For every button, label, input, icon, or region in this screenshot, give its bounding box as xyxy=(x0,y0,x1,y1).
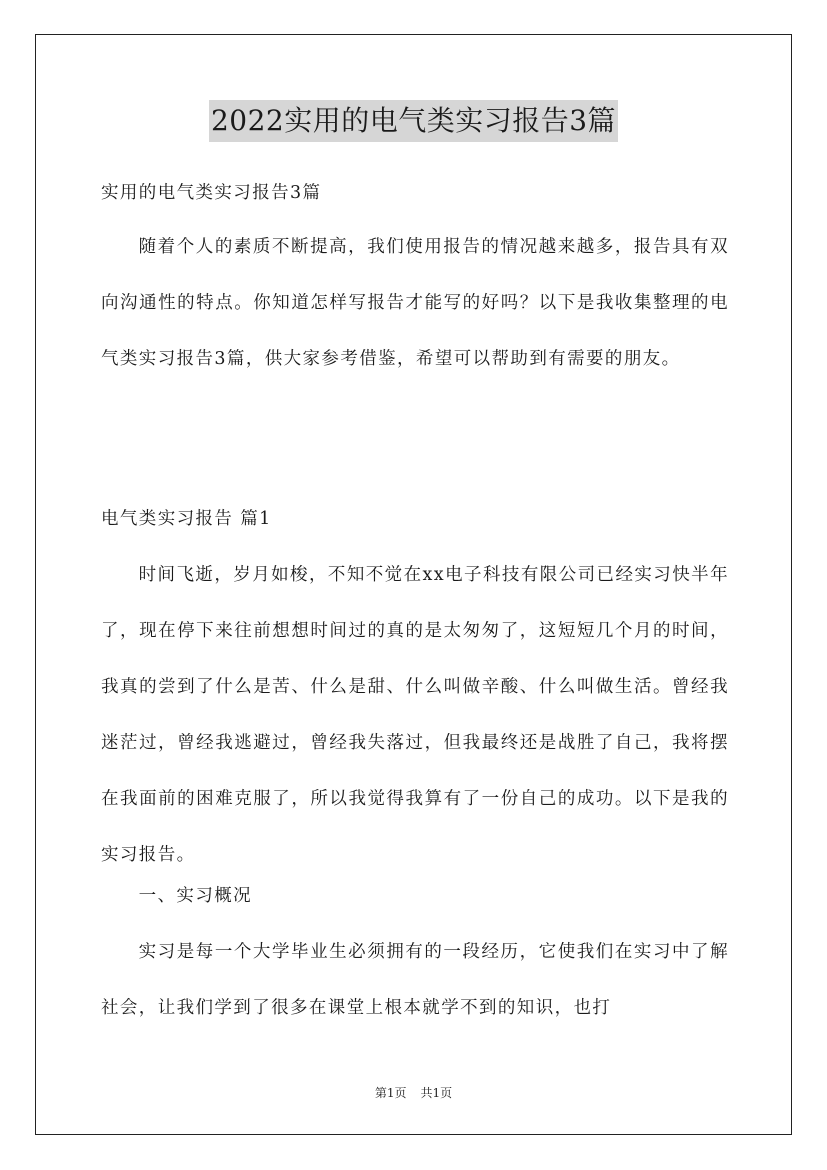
page-total: 共1页 xyxy=(420,1086,453,1100)
document-title-text: 2022实用的电气类实习报告3篇 xyxy=(209,100,618,142)
section-heading: 电气类实习报告 篇1 xyxy=(101,509,272,529)
document-title xyxy=(0,100,827,142)
sub-heading: 一、实习概况 xyxy=(138,886,253,906)
body-paragraph: 时间飞逝，岁月如梭，不知不觉在xx电子科技有限公司已经实习快半年了，现在停下来往前想想时间过的真的是太匆匆了，这短短几个月的时间，我真的尝到了什么是苦、什么是甜、什么叫做辛酸、什么叫做生活。曾经我迷茫过，曾经我逃避过，曾经我失落过，但我最终还是战胜了自己，我将摆在我面前的困难克服了，所以我觉得我算有了一份自己的成功。以下是我的实习报告。 xyxy=(101,565,729,865)
intro-paragraph: 随着个人的素质不断提高，我们使用报告的情况越来越多，报告具有双向沟通性的特点。你知道怎样写报告才能写的好吗？以下是我收集整理的电气类实习报告3篇，供大家参考借鉴，希望可以帮助到有需要的朋友。 xyxy=(101,237,729,369)
document-subtitle: 实用的电气类实习报告3篇 xyxy=(101,183,322,203)
page-footer xyxy=(0,1084,827,1101)
page-number: 第1页 xyxy=(374,1086,407,1100)
body-paragraph: 实习是每一个大学毕业生必须拥有的一段经历，它使我们在实习中了解社会，让我们学到了很多在课堂上根本就学不到的知识，也打 xyxy=(101,942,729,1018)
